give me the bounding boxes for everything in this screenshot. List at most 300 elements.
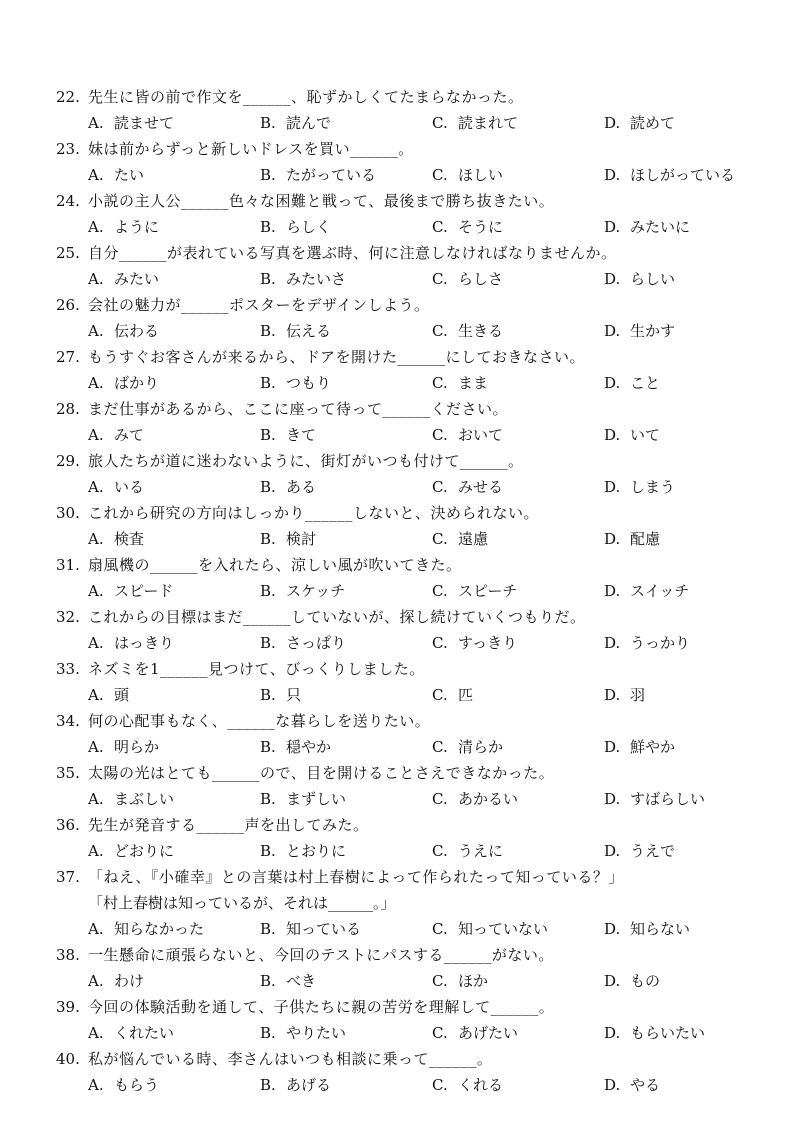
question-item — [56, 942, 776, 994]
answer-option — [260, 422, 432, 448]
option-letter: D. — [604, 582, 621, 600]
option-letter: C. — [432, 426, 448, 444]
option-text: スイッチ — [630, 582, 690, 600]
answer-option — [432, 630, 604, 656]
answer-option — [432, 682, 604, 708]
question-number: 25. — [56, 244, 80, 262]
answer-option — [260, 838, 432, 864]
option-letter: B. — [260, 842, 276, 860]
option-text: 読ませて — [114, 114, 175, 132]
answer-options — [56, 110, 776, 136]
option-letter: B. — [260, 634, 276, 652]
option-text: 穏やか — [286, 738, 332, 756]
option-letter: C. — [432, 790, 448, 808]
answer-option — [432, 526, 604, 552]
option-text: そうに — [458, 218, 504, 236]
option-letter: D. — [604, 738, 621, 756]
answer-option — [604, 422, 776, 448]
option-letter: B. — [260, 972, 276, 990]
question-stem: まだ仕事があるから、ここに座って待って______ください。 — [88, 400, 509, 418]
answer-option — [88, 578, 260, 604]
option-letter: B. — [260, 738, 276, 756]
option-letter: B. — [260, 530, 276, 548]
answer-options — [56, 370, 776, 396]
answer-option — [604, 916, 776, 942]
option-text: 羽 — [630, 686, 646, 704]
answer-option — [88, 162, 260, 188]
option-letter: A. — [88, 634, 104, 652]
answer-option — [260, 734, 432, 760]
answer-option — [604, 968, 776, 994]
option-letter: B. — [260, 920, 276, 938]
answer-option — [88, 370, 260, 396]
option-letter: B. — [260, 478, 276, 496]
answer-option — [88, 916, 260, 942]
question-line — [56, 760, 776, 786]
option-text: まぶしい — [114, 790, 175, 808]
option-letter: C. — [432, 218, 448, 236]
option-letter: C. — [432, 842, 448, 860]
question-line — [56, 812, 776, 838]
question-number: 35. — [56, 764, 80, 782]
option-letter: A. — [88, 166, 104, 184]
answer-option — [260, 682, 432, 708]
option-text: 伝える — [286, 322, 332, 340]
question-line — [56, 292, 776, 318]
answer-option — [260, 214, 432, 240]
question-number: 36. — [56, 816, 80, 834]
question-number: 32. — [56, 608, 80, 626]
question-line — [56, 864, 776, 890]
option-letter: D. — [604, 1024, 621, 1042]
answer-option — [432, 474, 604, 500]
answer-option — [604, 526, 776, 552]
option-text: らしい — [630, 270, 676, 288]
option-letter: A. — [88, 478, 104, 496]
option-letter: C. — [432, 322, 448, 340]
option-letter: A. — [88, 738, 104, 756]
question-list — [56, 84, 776, 1098]
answer-option — [604, 1020, 776, 1046]
option-text: みて — [114, 426, 145, 444]
option-letter: D. — [604, 972, 621, 990]
option-text: 検査 — [114, 530, 145, 548]
option-text: みたい — [114, 270, 160, 288]
answer-options — [56, 734, 776, 760]
answer-option — [604, 630, 776, 656]
answer-option — [604, 734, 776, 760]
question-item — [56, 188, 776, 240]
question-line — [56, 396, 776, 422]
question-stem: 私が悩んでいる時、李さんはいつも相談に乗って______。 — [88, 1050, 493, 1068]
option-text: わけ — [114, 972, 145, 990]
question-number: 38. — [56, 946, 80, 964]
answer-options — [56, 266, 776, 292]
option-letter: C. — [432, 374, 448, 392]
question-line — [56, 604, 776, 630]
question-item — [56, 136, 776, 188]
question-item — [56, 604, 776, 656]
answer-option — [88, 318, 260, 344]
option-letter: C. — [432, 1076, 448, 1094]
option-text: 清らか — [458, 738, 504, 756]
answer-option — [260, 1072, 432, 1098]
option-letter: B. — [260, 426, 276, 444]
option-letter: A. — [88, 1024, 104, 1042]
option-letter: D. — [604, 218, 621, 236]
option-letter: B. — [260, 1076, 276, 1094]
answer-option — [432, 734, 604, 760]
option-text: ように — [114, 218, 160, 236]
answer-option — [604, 578, 776, 604]
answer-option — [260, 916, 432, 942]
option-letter: B. — [260, 582, 276, 600]
option-text: みたいさ — [286, 270, 347, 288]
question-stem: 旅人たちが道に迷わないように、街灯がいつも付けて______。 — [88, 452, 524, 470]
answer-option — [88, 526, 260, 552]
option-text: はっきり — [114, 634, 175, 652]
option-text: たがっている — [286, 166, 377, 184]
option-text: しまう — [630, 478, 676, 496]
question-number: 23. — [56, 140, 80, 158]
question-stem: 先生に皆の前で作文を______、恥ずかしくてたまらなかった。 — [88, 88, 524, 106]
option-text: きて — [286, 426, 317, 444]
question-stem: これからの目標はまだ______していないが、探し続けていくつもりだ。 — [88, 608, 586, 626]
option-letter: A. — [88, 374, 104, 392]
answer-options — [56, 916, 776, 942]
answer-option — [604, 110, 776, 136]
answer-options — [56, 474, 776, 500]
option-letter: D. — [604, 426, 621, 444]
question-item — [56, 994, 776, 1046]
question-stem: 何の心配事もなく、______な暮らしを送りたい。 — [88, 712, 431, 730]
option-text: スピード — [114, 582, 174, 600]
question-item — [56, 812, 776, 864]
answer-option — [432, 266, 604, 292]
answer-option — [88, 734, 260, 760]
option-letter: B. — [260, 686, 276, 704]
question-item — [56, 396, 776, 448]
question-stem: 小説の主人公______色々な困難と戦って、最後まで勝ち抜きたい。 — [88, 192, 555, 210]
option-letter: A. — [88, 582, 104, 600]
option-text: あげる — [286, 1076, 332, 1094]
answer-option — [432, 838, 604, 864]
question-stem: 太陽の光はとても______ので、目を開けることさえできなかった。 — [88, 764, 555, 782]
answer-option — [432, 110, 604, 136]
option-letter: D. — [604, 920, 621, 938]
question-number: 33. — [56, 660, 80, 678]
option-letter: A. — [88, 1076, 104, 1094]
option-text: さっぱり — [286, 634, 347, 652]
option-text: 生かす — [630, 322, 676, 340]
option-text: たい — [114, 166, 145, 184]
answer-option — [432, 1072, 604, 1098]
question-number: 27. — [56, 348, 80, 366]
option-letter: A. — [88, 530, 104, 548]
option-letter: D. — [604, 1076, 621, 1094]
question-number: 22. — [56, 88, 80, 106]
answer-option — [432, 578, 604, 604]
option-text: らしさ — [458, 270, 504, 288]
question-stem: 自分______が表れている写真を選ぶ時、何に注意しなければなりませんか。 — [88, 244, 617, 262]
answer-option — [604, 214, 776, 240]
option-text: 鮮やか — [630, 738, 676, 756]
answer-option — [260, 526, 432, 552]
question-item — [56, 552, 776, 604]
answer-option — [260, 578, 432, 604]
answer-option — [88, 630, 260, 656]
answer-option — [604, 1072, 776, 1098]
option-letter: A. — [88, 218, 104, 236]
option-text: 知っている — [286, 920, 362, 938]
option-text: つもり — [286, 374, 332, 392]
question-stem: 先生が発音する______声を出してみた。 — [88, 816, 369, 834]
option-letter: C. — [432, 972, 448, 990]
option-text: 匹 — [458, 686, 474, 704]
answer-options — [56, 786, 776, 812]
option-text: 知っていない — [458, 920, 549, 938]
answer-option — [604, 786, 776, 812]
option-text: スケッチ — [286, 582, 346, 600]
option-letter: D. — [604, 114, 621, 132]
option-text: 明らか — [114, 738, 160, 756]
answer-option — [88, 266, 260, 292]
question-line — [56, 942, 776, 968]
question-item — [56, 656, 776, 708]
option-text: うっかり — [630, 634, 691, 652]
question-line — [56, 448, 776, 474]
option-letter: C. — [432, 114, 448, 132]
question-stem: 今回の体験活動を通して、子供たちに親の苦労を理解して______。 — [88, 998, 555, 1016]
option-letter: D. — [604, 270, 621, 288]
option-text: 知らなかった — [114, 920, 205, 938]
option-text: べき — [286, 972, 317, 990]
option-letter: C. — [432, 634, 448, 652]
option-text: 伝わる — [114, 322, 160, 340]
question-line — [56, 136, 776, 162]
answer-options — [56, 1020, 776, 1046]
answer-option — [604, 318, 776, 344]
option-letter: A. — [88, 972, 104, 990]
option-text: まずしい — [286, 790, 347, 808]
answer-option — [432, 214, 604, 240]
option-text: ほしがっている — [630, 166, 736, 184]
answer-option — [260, 630, 432, 656]
question-number: 26. — [56, 296, 80, 314]
option-text: 只 — [286, 686, 302, 704]
question-line — [56, 84, 776, 110]
question-line — [56, 994, 776, 1020]
question-item — [56, 240, 776, 292]
option-letter: D. — [604, 530, 621, 548]
option-text: ほしい — [458, 166, 504, 184]
option-text: すばらしい — [630, 790, 706, 808]
answer-option — [260, 968, 432, 994]
answer-option — [432, 968, 604, 994]
answer-option — [88, 838, 260, 864]
answer-options — [56, 318, 776, 344]
option-text: とおりに — [286, 842, 347, 860]
option-text: ほか — [458, 972, 489, 990]
option-letter: C. — [432, 530, 448, 548]
question-number: 30. — [56, 504, 80, 522]
answer-option — [88, 474, 260, 500]
option-text: いる — [114, 478, 145, 496]
answer-options — [56, 526, 776, 552]
option-letter: C. — [432, 478, 448, 496]
answer-option — [260, 1020, 432, 1046]
question-stem: 一生懸命に頑張らないと、今回のテストにパスする______がない。 — [88, 946, 554, 964]
option-text: もらう — [114, 1076, 160, 1094]
question-item — [56, 760, 776, 812]
answer-option — [88, 786, 260, 812]
answer-option — [604, 162, 776, 188]
option-text: 検討 — [286, 530, 317, 548]
question-stem: 妹は前からずっと新しいドレスを買い______。 — [88, 140, 414, 158]
question-number: 34. — [56, 712, 80, 730]
question-item — [56, 448, 776, 500]
question-stem: ネズミを1______見つけて、びっくりしました。 — [88, 660, 425, 678]
option-letter: D. — [604, 478, 621, 496]
option-text: くれたい — [114, 1024, 175, 1042]
option-letter: B. — [260, 790, 276, 808]
option-text: 読まれて — [458, 114, 519, 132]
answer-options — [56, 162, 776, 188]
question-line — [56, 708, 776, 734]
question-line — [56, 1046, 776, 1072]
question-stem: 扇風機の______を入れたら、涼しい風が吹いてきた。 — [88, 556, 462, 574]
question-item — [56, 1046, 776, 1098]
option-text: みたいに — [630, 218, 691, 236]
option-text: いて — [630, 426, 661, 444]
answer-option — [88, 682, 260, 708]
option-letter: C. — [432, 270, 448, 288]
answer-option — [88, 1020, 260, 1046]
option-letter: A. — [88, 790, 104, 808]
option-letter: A. — [88, 920, 104, 938]
option-text: おいて — [458, 426, 504, 444]
option-letter: C. — [432, 738, 448, 756]
option-text: あかるい — [458, 790, 519, 808]
question-number: 24. — [56, 192, 80, 210]
option-text: くれる — [458, 1076, 504, 1094]
option-letter: B. — [260, 322, 276, 340]
answer-option — [260, 318, 432, 344]
option-text: うえに — [458, 842, 504, 860]
answer-option — [432, 1020, 604, 1046]
answer-options — [56, 578, 776, 604]
answer-option — [432, 370, 604, 396]
option-letter: B. — [260, 374, 276, 392]
option-letter: C. — [432, 1024, 448, 1042]
answer-options — [56, 422, 776, 448]
question-item — [56, 344, 776, 396]
answer-option — [260, 162, 432, 188]
question-stem: 会社の魅力が______ポスターをデザインしよう。 — [88, 296, 430, 314]
answer-option — [260, 370, 432, 396]
option-letter: B. — [260, 218, 276, 236]
question-number: 40. — [56, 1050, 80, 1068]
answer-option — [260, 266, 432, 292]
answer-option — [260, 474, 432, 500]
option-letter: D. — [604, 790, 621, 808]
answer-option — [88, 422, 260, 448]
question-number: 39. — [56, 998, 80, 1016]
question-stem-continued: 「村上春樹は知っているが、それは______。」 — [88, 894, 396, 912]
option-text: 読んで — [286, 114, 332, 132]
question-number: 28. — [56, 400, 80, 418]
answer-option — [604, 474, 776, 500]
option-text: 配慮 — [630, 530, 661, 548]
question-stem: 「ねえ、『小確幸』との言葉は村上春樹によって作られたって知っている？」 — [88, 868, 624, 886]
question-number: 31. — [56, 556, 80, 574]
answer-options — [56, 682, 776, 708]
answer-option — [604, 266, 776, 292]
option-text: うえで — [630, 842, 676, 860]
option-letter: B. — [260, 1024, 276, 1042]
answer-option — [432, 916, 604, 942]
option-letter: C. — [432, 686, 448, 704]
question-stem: これから研究の方向はしっかり______しないと、決められない。 — [88, 504, 540, 522]
option-letter: C. — [432, 920, 448, 938]
option-letter: A. — [88, 426, 104, 444]
answer-option — [88, 1072, 260, 1098]
answer-option — [604, 682, 776, 708]
question-item — [56, 292, 776, 344]
option-text: 読めて — [630, 114, 676, 132]
option-text: どおりに — [114, 842, 175, 860]
option-letter: A. — [88, 322, 104, 340]
answer-options — [56, 1072, 776, 1098]
option-text: 生きる — [458, 322, 504, 340]
option-letter: D. — [604, 686, 621, 704]
question-stem: もうすぐお客さんが来るから、ドアを開けた______にしておきなさい。 — [88, 348, 586, 366]
question-line — [56, 552, 776, 578]
answer-options — [56, 968, 776, 994]
option-letter: C. — [432, 582, 448, 600]
answer-option — [260, 786, 432, 812]
option-text: こと — [630, 374, 661, 392]
option-letter: D. — [604, 634, 621, 652]
question-line — [56, 500, 776, 526]
question-item — [56, 84, 776, 136]
answer-option — [88, 968, 260, 994]
option-text: 頭 — [114, 686, 130, 704]
answer-options — [56, 214, 776, 240]
option-letter: A. — [88, 270, 104, 288]
option-text: もらいたい — [630, 1024, 706, 1042]
question-line — [56, 240, 776, 266]
option-text: すっきり — [458, 634, 518, 652]
answer-option — [432, 786, 604, 812]
question-item — [56, 708, 776, 760]
answer-options — [56, 630, 776, 656]
option-letter: B. — [260, 270, 276, 288]
answer-options — [56, 838, 776, 864]
option-letter: B. — [260, 166, 276, 184]
option-letter: D. — [604, 322, 621, 340]
question-line — [56, 344, 776, 370]
option-letter: B. — [260, 114, 276, 132]
answer-option — [260, 110, 432, 136]
option-text: あげたい — [458, 1024, 519, 1042]
option-letter: A. — [88, 686, 104, 704]
option-text: もの — [630, 972, 661, 990]
question-item — [56, 500, 776, 552]
option-text: やる — [630, 1076, 661, 1094]
option-text: ある — [286, 478, 317, 496]
answer-option — [432, 422, 604, 448]
